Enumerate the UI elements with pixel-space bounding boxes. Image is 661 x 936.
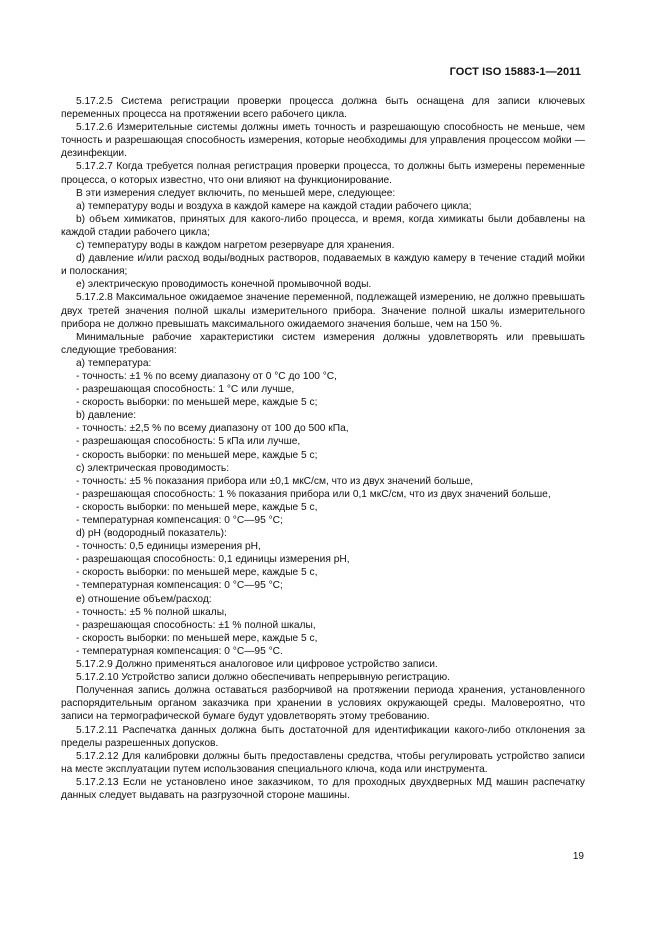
clause-5-17-2-13: 5.17.2.13 Если не установлено иное заказчиком, то для проходных двухдверных МД машин распечатку данных следует выдавать на разгрузочной стороне машины.: [61, 776, 585, 801]
clause-5-17-2-9: 5.17.2.9 Должно применяться аналоговое или цифровое устройство записи.: [76, 659, 438, 671]
req-item: - точность: ±5 % показания прибора или ±0,1 мкС/см, что из двух значений больше,: [76, 475, 474, 487]
req-item: - точность: ±2,5 % по всему диапазону от 100 до 500 кПа,: [76, 423, 349, 435]
list-item-e: e) электрическую проводимость конечной промывочной воды.: [76, 279, 372, 291]
req-item: - разрешающая способность: 1 °C или лучше,: [76, 384, 295, 396]
req-temperature: a) температура:: [76, 357, 152, 369]
clause-5-17-2-7: 5.17.2.7 Когда требуется полная регистрация проверки процесса, то должны быть измерены переменные процесса, о которых известно, что они влияют на функционирование.: [61, 161, 585, 186]
req-item: - разрешающая способность: 1 % показания прибора или 0,1 мкС/см, что из двух значений больше,: [76, 488, 551, 500]
req-item: - температурная компенсация: 0 °C—95 °C.: [76, 645, 283, 657]
req-item: - точность: 0,5 единицы измерения pH,: [76, 541, 261, 553]
req-item: - температурная компенсация: 0 °C—95 °C;: [76, 515, 283, 526]
req-item: - скорость выборки: по меньшей мере, каждые 5 с;: [76, 397, 318, 409]
clause-5-17-2-11: 5.17.2.11 Распечатка данных должна быть достаточной для идентификации какого-либо отклонения за пределы разрешенных допусков.: [61, 724, 585, 749]
clause-5-17-2-12: 5.17.2.12 Для калибровки должны быть предоставлены средства, чтобы регулировать устройство записи на месте эксплуатации путем использования специального ключа, кода или инструмента.: [61, 750, 585, 775]
page-number: 19: [572, 851, 584, 862]
list-item-c: c) температуру воды в каждом нагретом резервуаре для хранения.: [76, 240, 395, 252]
req-ph: d) pH (водородный показатель):: [76, 528, 227, 540]
req-item: - скорость выборки: по меньшей мере, каждые 5 с,: [76, 632, 318, 644]
clause-5-17-2-6: 5.17.2.6 Измерительные системы должны иметь точность и разрешающую способность не меньше, чем точность и разрешающая способность измерения, которые необходимы для управления процессом мойки — дезинфекции.: [61, 122, 585, 160]
req-item: - точность: ±1 % по всему диапазону от 0 °C до 100 °C,: [76, 370, 337, 382]
req-item: - разрешающая способность: 0,1 единицы измерения pH,: [76, 554, 350, 566]
req-conductivity: c) электрическая проводимость:: [76, 462, 230, 474]
req-item: - разрешающая способность: ±1 % полной шкалы,: [76, 619, 316, 631]
record-retention-paragraph: Полученная запись должна оставаться разборчивой на протяжении периода хранения, установленного распорядительным органом заказчика при хранении в условиях окружающей среды. Маловероятно, что записи на термографической бумаге будут удовлетворять этому требованию.: [61, 685, 585, 723]
requirements-intro: Минимальные рабочие характеристики систем измерения должны удовлетворять или превышать следующие требования:: [61, 331, 585, 356]
clause-5-17-2-8: 5.17.2.8 Максимальное ожидаемое значение переменной, подлежащей измерению, не должно превышать двух третей значения полной шкалы измерительного прибора. Значение полной шкалы измерительного прибора не должно превышать максимального ожидаемого значения больше, чем на 150 %.: [61, 292, 585, 330]
list-item-b: b) объем химикатов, принятых для какого-либо процесса, и время, когда химикаты были добавлены на каждой стадии рабочего цикла;: [61, 213, 585, 238]
clause-5-17-2-5: 5.17.2.5 Система регистрации проверки процесса должна быть оснащена для записи ключевых переменных процесса на протяжении всего рабочего цикла.: [61, 96, 585, 121]
list-item-a: a) температуру воды и воздуха в каждой камере на каждой стадии рабочего цикла;: [76, 200, 472, 212]
req-pressure: b) давление:: [76, 410, 137, 422]
list-item-d: d) давление и/или расход воды/водных растворов, подаваемых в каждую камеру в течение стадий мойки и полоскания;: [61, 253, 585, 278]
document-body: [61, 95, 585, 802]
clause-5-17-2-10: 5.17.2.10 Устройство записи должно обеспечивать непрерывную регистрацию.: [76, 672, 450, 684]
req-item: - скорость выборки: по меньшей мере, каждые 5 с;: [76, 449, 318, 461]
req-item: - разрешающая способность: 5 кПа или лучше,: [76, 436, 301, 448]
req-item: - температурная компенсация: 0 °C—95 °C;: [76, 580, 283, 592]
measurements-intro: В эти измерения следует включить, по меньшей мере, следующее:: [76, 187, 396, 199]
req-item: - скорость выборки: по меньшей мере, каждые 5 с,: [76, 567, 318, 579]
req-volume-flow: e) отношение объем/расход:: [76, 593, 212, 605]
standard-designation: ГОСТ ISO 15883-1—2011: [449, 66, 581, 78]
req-item: - точность: ±5 % полной шкалы,: [76, 606, 227, 618]
req-item: - скорость выборки: по меньшей мере, каждые 5 с,: [76, 501, 318, 513]
